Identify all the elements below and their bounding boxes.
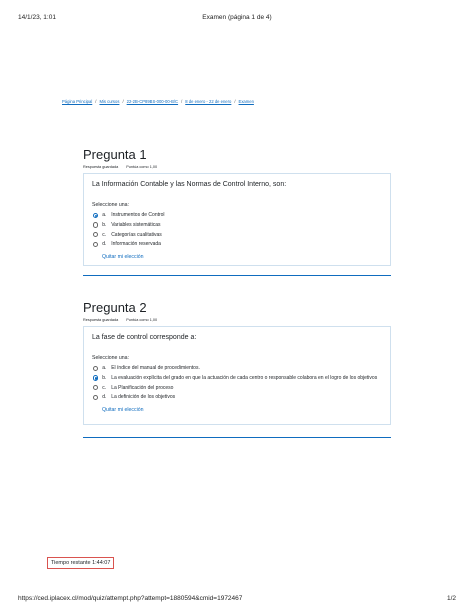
option-letter: b. (102, 374, 107, 381)
question-meta (83, 318, 391, 322)
breadcrumb-my-courses[interactable]: Mis cursos (99, 99, 120, 104)
option-text: Información reservada (111, 241, 161, 248)
option-text: La definición de los objetivos (111, 394, 176, 401)
radio-button[interactable] (93, 395, 98, 400)
answer-option-a[interactable] (92, 365, 382, 371)
question-points: Puntúa como 1,00 (126, 165, 158, 169)
answer-options (92, 212, 382, 248)
breadcrumb-home[interactable]: Página Principal (62, 99, 93, 104)
option-letter: c. (102, 231, 107, 238)
question-2 (83, 300, 391, 425)
question-title (83, 300, 391, 315)
question-meta (83, 165, 391, 169)
answer-option-b[interactable] (92, 375, 382, 381)
question-divider (83, 437, 391, 438)
question-status: Respuesta guardada (83, 318, 119, 322)
print-page-number: 1/2 (446, 595, 456, 602)
option-letter: a. (102, 365, 107, 371)
breadcrumb-separator: / (95, 99, 97, 104)
question-number: 1 (139, 147, 147, 162)
radio-button[interactable] (93, 222, 98, 227)
select-prompt: Seleccione una: (92, 355, 129, 361)
option-text: Variables sistemáticas (111, 221, 161, 228)
radio-button[interactable] (93, 366, 98, 371)
radio-button[interactable] (93, 242, 98, 247)
breadcrumb-separator: / (122, 99, 124, 104)
clear-choice-link[interactable]: Quitar mi elección (102, 406, 144, 413)
question-title (83, 147, 391, 162)
print-datetime: 14/1/23, 1:01 (18, 14, 56, 21)
answer-option-c[interactable] (92, 385, 382, 391)
question-divider (83, 275, 391, 276)
question-1 (83, 147, 391, 266)
option-letter: b. (102, 221, 107, 228)
option-text: La evaluación explícita del grado en que la actuación de cada centro o responsable colabora en el logro de los objetivos (111, 374, 378, 381)
question-box (83, 326, 391, 425)
answer-option-d[interactable] (92, 241, 382, 247)
option-text: Instrumentos de Control (111, 212, 165, 218)
clear-choice-link[interactable]: Quitar mi elección (102, 253, 144, 260)
question-box (83, 173, 391, 266)
breadcrumb (62, 99, 254, 104)
option-letter: d. (102, 241, 107, 248)
breadcrumb-exam[interactable]: Examen (238, 99, 254, 104)
question-text: La Información Contable y las Normas de Control Interno, son: (92, 181, 287, 188)
answer-option-a[interactable] (92, 212, 382, 218)
question-label: Pregunta (83, 147, 136, 162)
time-remaining: Tiempo restante 1:44:07 (47, 557, 114, 569)
option-letter: c. (102, 384, 107, 391)
print-url: https://ced.iplacex.cl/mod/quiz/attempt.php?attempt=1880594&cmid=1972467 (18, 595, 243, 602)
radio-button[interactable] (93, 375, 98, 380)
answer-option-c[interactable] (92, 232, 382, 238)
question-text: La fase de control corresponde a: (92, 334, 197, 341)
print-page-title: Examen (página 1 de 4) (202, 14, 272, 21)
answer-options (92, 365, 382, 401)
radio-button[interactable] (93, 232, 98, 237)
breadcrumb-separator: / (181, 99, 183, 104)
option-text: El índice del manual de procedimientos. (111, 365, 200, 371)
radio-button[interactable] (93, 385, 98, 390)
print-header (18, 14, 456, 24)
breadcrumb-separator: / (234, 99, 236, 104)
option-text: Categorías cualitativas (111, 231, 162, 238)
breadcrumb-section[interactable]: 8 de enero - 22 de enero (185, 99, 232, 104)
option-letter: d. (102, 394, 107, 401)
select-prompt: Seleccione una: (92, 202, 129, 208)
question-label: Pregunta (83, 300, 136, 315)
answer-option-b[interactable] (92, 222, 382, 228)
breadcrumb-course[interactable]: 22-2B-CP89BS-000-00-B/C (126, 99, 179, 104)
option-letter: a. (102, 212, 107, 218)
question-status: Respuesta guardada (83, 165, 119, 169)
question-number: 2 (139, 300, 147, 315)
question-points: Puntúa como 1,00 (126, 318, 158, 322)
option-text: La Planificación del proceso (111, 384, 174, 391)
answer-option-d[interactable] (92, 394, 382, 400)
radio-button[interactable] (93, 213, 98, 218)
